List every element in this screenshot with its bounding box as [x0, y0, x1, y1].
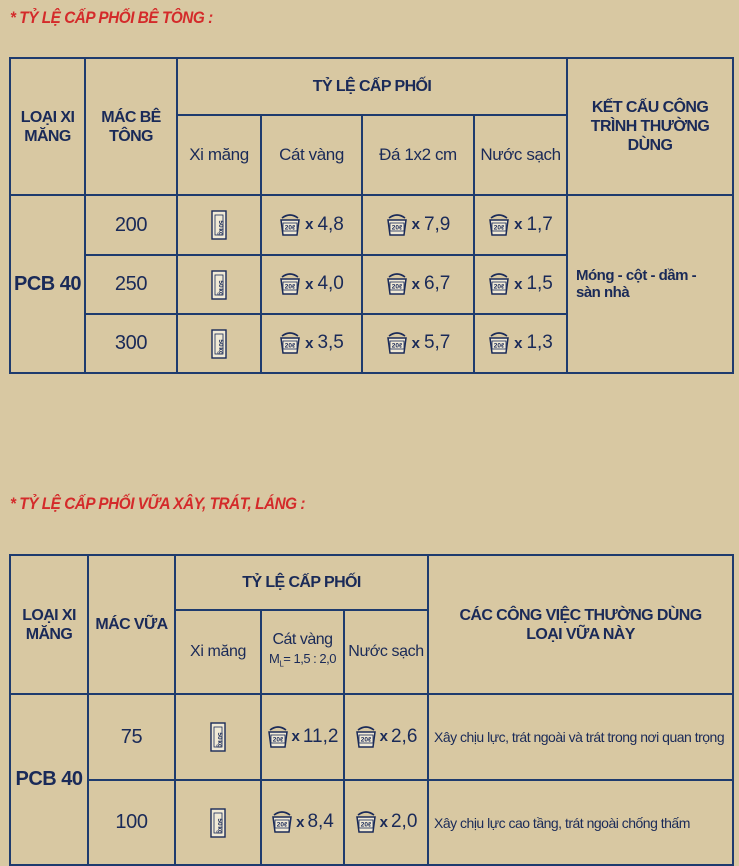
svg-text:50: 50 — [217, 338, 224, 347]
svg-text:50: 50 — [217, 279, 224, 288]
water-cell: 20ℓ x 1,5 — [474, 255, 567, 314]
header-water: Nước sạch — [474, 115, 567, 195]
svg-text:kg: kg — [217, 287, 224, 296]
stone-cell: 20ℓ x 5,7 — [362, 314, 474, 373]
cement-type-cell: PCB 40 — [10, 694, 88, 865]
sand-cell: 20ℓ x 11,2 — [261, 694, 344, 780]
bucket-svg — [279, 214, 301, 236]
header-sand: Cát vàng $M_L= 1,5$ : 2,0 — [261, 610, 344, 694]
svg-text:20ℓ: 20ℓ — [360, 736, 371, 744]
header-water: Nước sạch — [344, 610, 428, 694]
bucket-svg — [488, 273, 510, 295]
bucket-svg — [386, 273, 408, 295]
cement-bag-icon — [210, 814, 226, 834]
cement-bag-svg — [211, 270, 227, 300]
svg-text:kg: kg — [216, 825, 223, 834]
svg-text:20ℓ: 20ℓ — [493, 283, 505, 291]
header-mortar-grade: MÁC VỮA — [88, 555, 175, 694]
bucket-svg — [355, 811, 377, 833]
section1-heading: * TỶ LỆ CẤP PHỐI BÊ TÔNG : — [10, 8, 213, 27]
svg-text:50: 50 — [216, 817, 223, 826]
bucket-icon — [267, 726, 289, 748]
header-stone: Đá 1x2 cm — [362, 115, 474, 195]
water-cell: 20ℓ x 1,7 — [474, 195, 567, 255]
cement-bag-icon — [211, 335, 227, 355]
svg-text:20ℓ: 20ℓ — [284, 283, 296, 291]
bucket-svg — [355, 726, 377, 748]
sand-cell: 20ℓ x 3,5 — [261, 314, 362, 373]
svg-text:50: 50 — [216, 732, 223, 740]
svg-text:20ℓ: 20ℓ — [493, 224, 505, 232]
header-sand: Cát vàng — [261, 115, 362, 195]
bucket-icon — [279, 273, 301, 295]
bucket-icon — [279, 214, 301, 236]
concrete-mix-table — [9, 57, 734, 374]
cement-bag-svg — [210, 722, 226, 752]
bucket-svg — [279, 332, 301, 354]
bucket-icon — [488, 332, 510, 354]
bucket-icon — [355, 811, 377, 833]
structure-use-cell: Móng - cột - dầm - sàn nhà — [567, 195, 733, 373]
sand-cell: 20ℓ x 4,8 — [261, 195, 362, 255]
svg-text:20ℓ: 20ℓ — [391, 342, 402, 350]
bucket-svg — [271, 811, 293, 833]
stone-cell: 20ℓ x 7,9 — [362, 195, 474, 255]
bucket-icon — [279, 332, 301, 354]
header-concrete-grade: MÁC BÊ TÔNG — [85, 58, 177, 195]
svg-text:20ℓ: 20ℓ — [391, 283, 402, 291]
svg-text:50: 50 — [217, 220, 224, 228]
cement-bag-svg — [210, 808, 226, 838]
header-mix-ratio: TỶ LỆ CẤP PHỐI — [177, 58, 567, 115]
svg-text:kg: kg — [216, 740, 223, 748]
mortar-mix-table — [9, 554, 734, 866]
header-cement-type: LOẠI XI MĂNG — [10, 58, 85, 195]
bucket-svg — [488, 332, 510, 354]
water-cell: 20ℓ x 2,0 — [344, 780, 428, 865]
sand-cell: 20ℓ x 4,0 — [261, 255, 362, 314]
cement-bag-svg — [211, 210, 227, 240]
header-structure: KẾT CẤU CÔNG TRÌNH THƯỜNG DÙNG — [567, 58, 733, 195]
bucket-svg — [386, 214, 408, 236]
grade-cell: 300 — [85, 314, 177, 373]
bucket-svg — [267, 726, 289, 748]
cement-bag-icon — [210, 728, 226, 748]
cement-bag-cell — [177, 255, 261, 314]
use-cell: Xây chịu lực, trát ngoài và trát trong nơi quan trọng — [428, 694, 733, 780]
svg-text:20ℓ: 20ℓ — [276, 821, 288, 829]
bucket-icon — [386, 214, 408, 236]
water-cell: 20ℓ x 2,6 — [344, 694, 428, 780]
bucket-svg — [386, 332, 408, 354]
bucket-svg — [279, 273, 301, 295]
cement-bag-cell — [177, 195, 261, 255]
grade-cell: 250 — [85, 255, 177, 314]
bucket-svg — [488, 214, 510, 236]
cement-bag-cell — [175, 780, 261, 865]
grade-cell: 100 — [88, 780, 175, 865]
svg-text:kg: kg — [217, 346, 224, 355]
svg-text:20ℓ: 20ℓ — [272, 736, 283, 744]
bucket-icon — [488, 214, 510, 236]
sand-ratio-note: $M_L= 1,5$ : 2,0 — [269, 651, 336, 669]
sand-cell: 20ℓ x 8,4 — [261, 780, 344, 865]
svg-text:20ℓ: 20ℓ — [391, 224, 402, 232]
bucket-icon — [386, 332, 408, 354]
bucket-icon — [271, 811, 293, 833]
header-uses: CÁC CÔNG VIỆC THƯỜNG DÙNG LOẠI VỮA NÀY — [428, 555, 733, 694]
cement-type-cell: PCB 40 — [10, 195, 85, 373]
header-cement: Xi măng — [177, 115, 261, 195]
stone-cell: 20ℓ x 6,7 — [362, 255, 474, 314]
header-cement-type: LOẠI XI MĂNG — [10, 555, 88, 694]
bucket-icon — [355, 726, 377, 748]
header-mix-ratio: TỶ LỆ CẤP PHỐI — [175, 555, 428, 610]
svg-text:kg: kg — [217, 228, 224, 236]
cement-bag-svg — [211, 329, 227, 359]
svg-text:20ℓ: 20ℓ — [284, 224, 296, 232]
svg-text:20ℓ: 20ℓ — [284, 342, 296, 350]
bucket-icon — [488, 273, 510, 295]
cement-bag-cell — [175, 694, 261, 780]
grade-cell: 200 — [85, 195, 177, 255]
use-cell: Xây chịu lực cao tầng, trát ngoài chống thấm — [428, 780, 733, 865]
bucket-icon — [386, 273, 408, 295]
svg-text:20ℓ: 20ℓ — [360, 821, 371, 829]
section2-heading: * TỶ LỆ CẤP PHỐI VỮA XÂY, TRÁT, LÁNG : — [10, 494, 306, 513]
cement-bag-cell — [177, 314, 261, 373]
grade-cell: 75 — [88, 694, 175, 780]
header-cement: Xi măng — [175, 610, 261, 694]
water-cell: 20ℓ x 1,3 — [474, 314, 567, 373]
cement-bag-icon — [211, 216, 227, 236]
svg-text:20ℓ: 20ℓ — [493, 342, 505, 350]
cement-bag-icon — [211, 276, 227, 296]
